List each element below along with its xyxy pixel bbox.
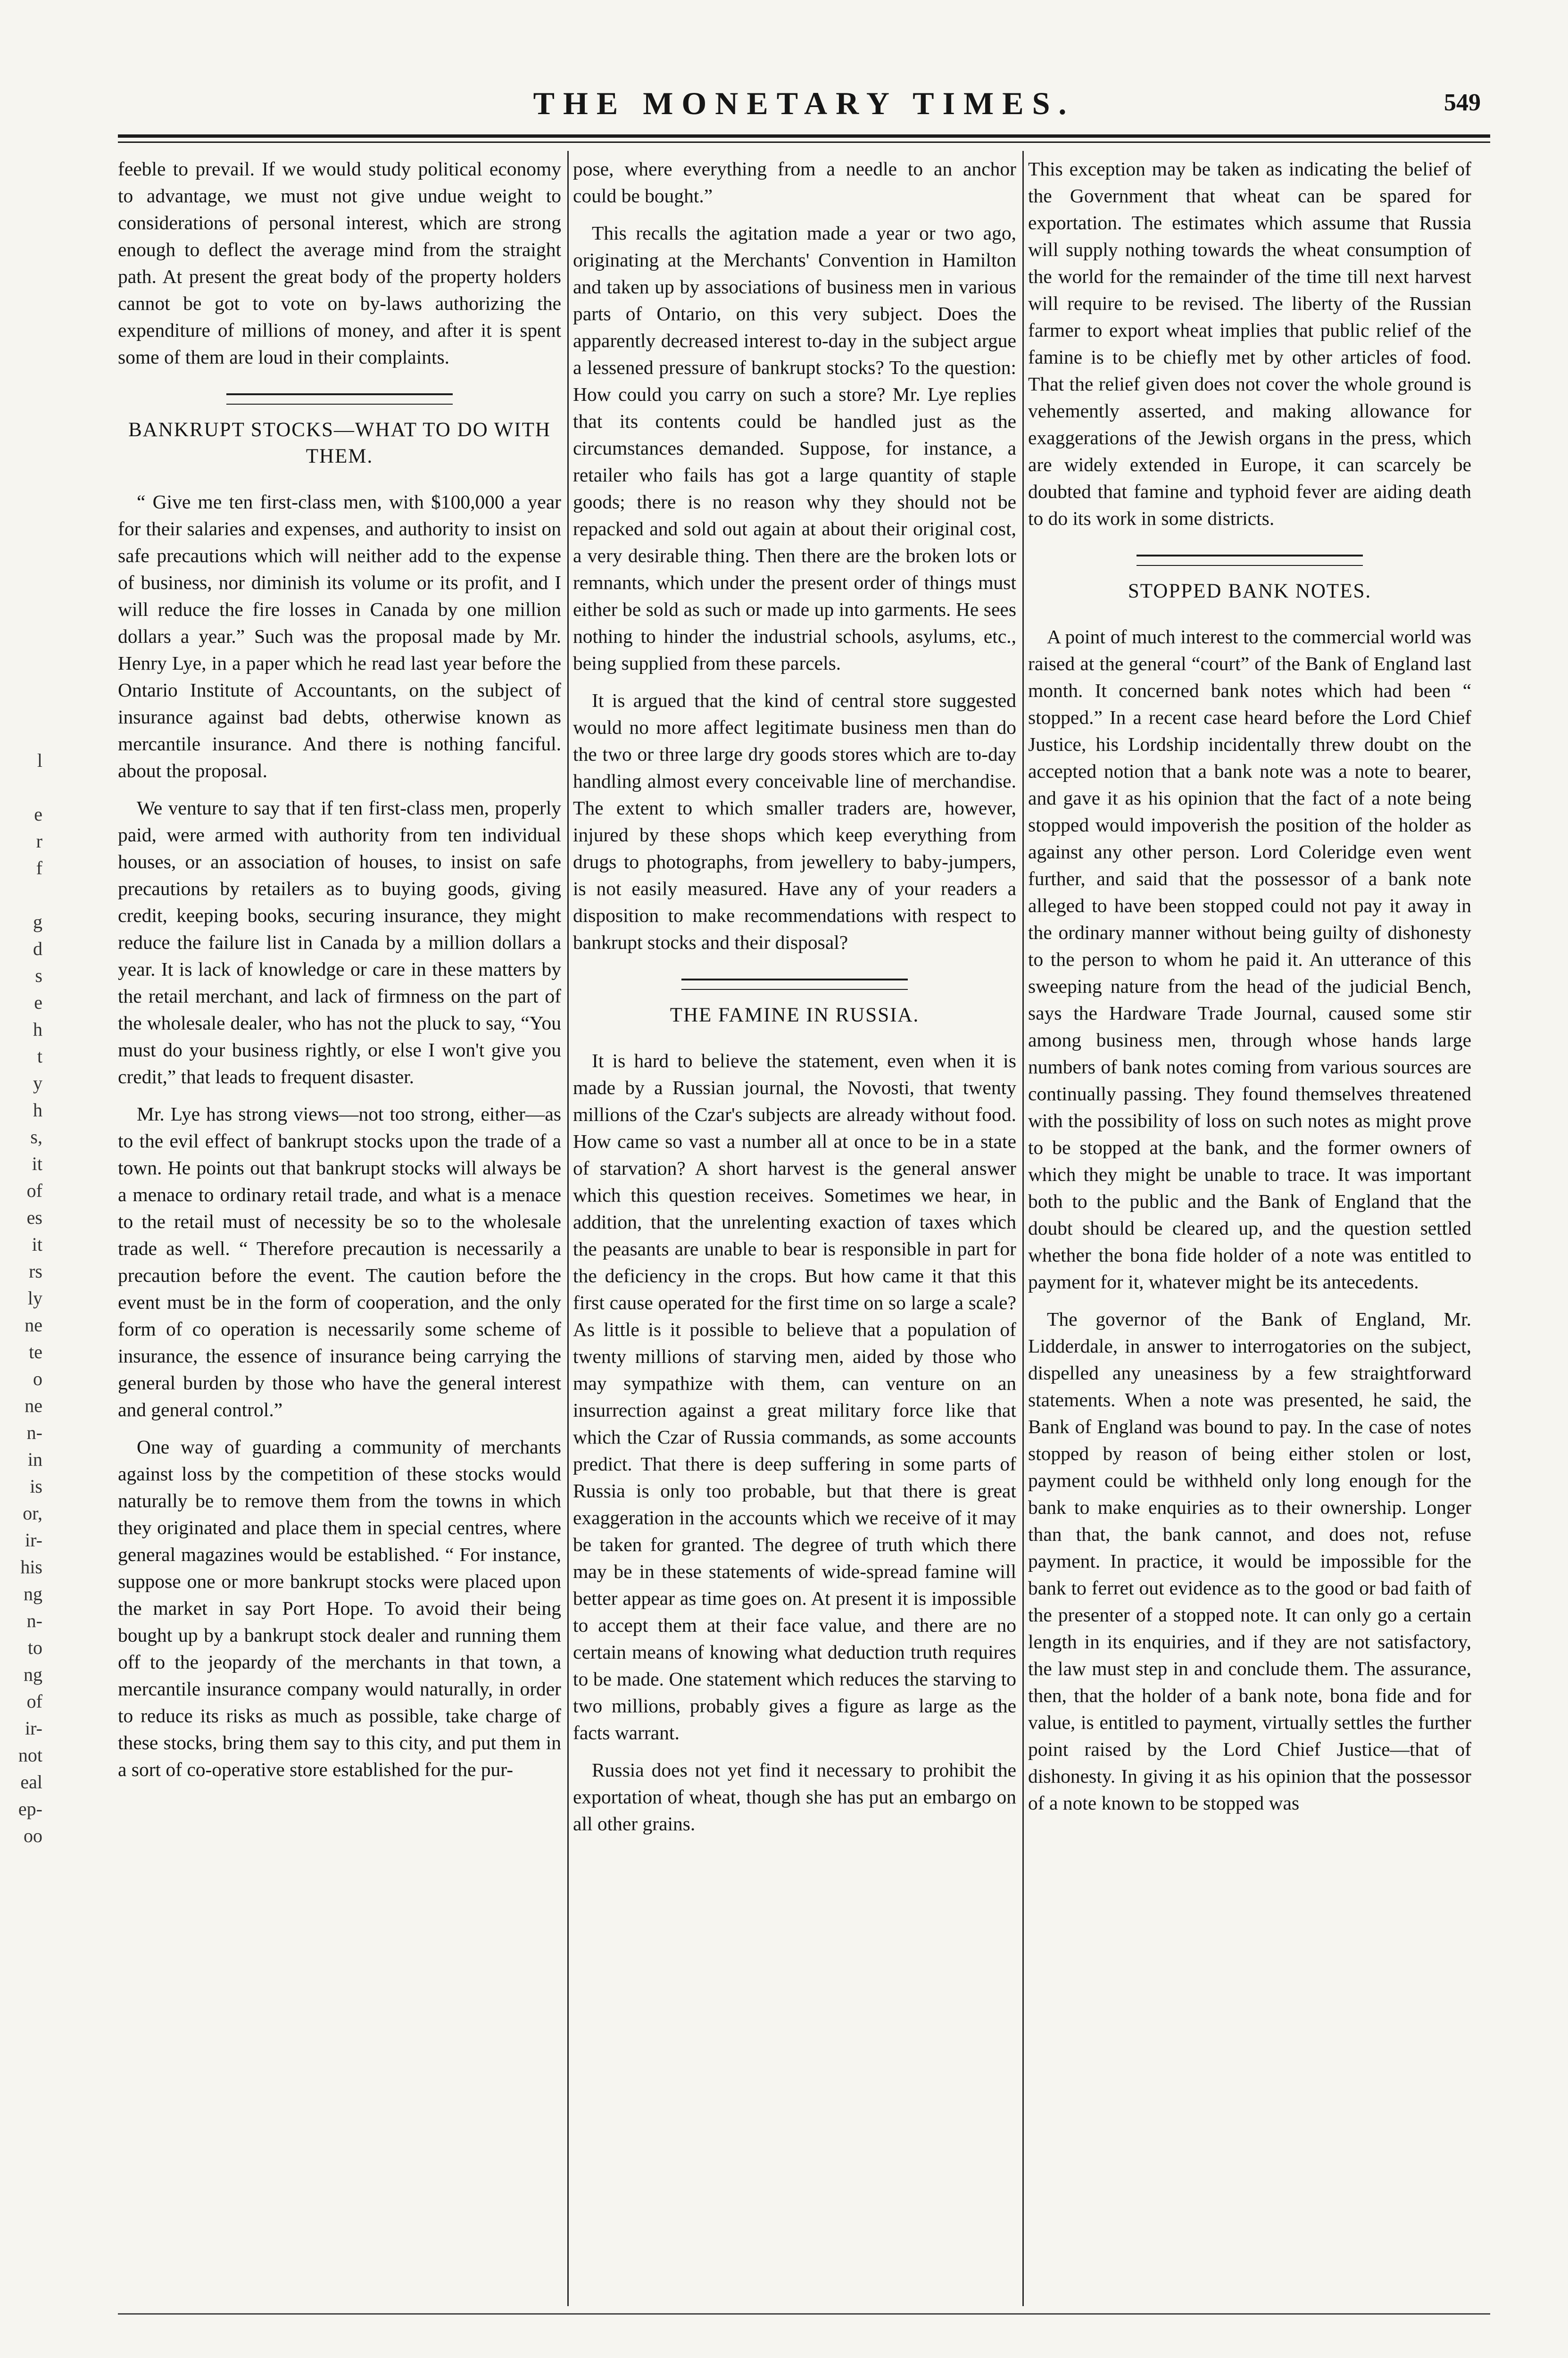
edge-fragment: oo (24, 1825, 42, 1846)
edge-fragment (0, 236, 42, 263)
edge-fragment: l (37, 750, 42, 771)
edge-fragment (0, 881, 42, 908)
column-2 (573, 156, 1016, 2306)
paragraph: “ Give me ten first-class men, with $100,000 a year for their salaries and expenses, and authority to insist on safe precautions which will neither add to the expense of business, nor diminish its volume or its profit, and I will reduce the fire losses in Canada by one million dollars a year.” Such was the proposal made by Mr. Henry Lye, in a paper which he read last year before the Ontario Institute of Accountants, on the subject of insurance against bad debts, otherwise known as mercantile insurance. And there is nothing fanciful. about the proposal. (118, 491, 561, 781)
edge-fragment (0, 720, 42, 747)
edge-fragment (0, 209, 42, 236)
paragraph: It is argued that the kind of central store suggested would no more affect legitimate business men than do the two or three large dry goods stores which are to-day handling almost every conceivable line of merchandise. The extent to which smaller traders are, however, injured by these shops which keep everything from drugs to photographs, from jewellery to baby-jumpers, is not easily measured. Have any of your readers a disposition to make recommendations with respect to bankrupt stocks and their disposal? (573, 689, 1016, 953)
edge-fragment (0, 344, 42, 371)
edge-fragment: o (33, 1368, 42, 1389)
edge-fragment: n- (26, 1422, 42, 1443)
edge-fragment (0, 505, 42, 532)
masthead: THE MONETARY TIMES. (533, 85, 1075, 121)
section-separator (681, 979, 908, 990)
edge-fragment (0, 156, 42, 183)
paragraph: Mr. Lye has strong views—not too strong, either—as to the evil effect of bankrupt stocks upon the trade of a town. He points out that bankrupt stocks will always be a menace to ordinary retail trade, and what is a menace to the retail must of necessity be so to the wholesale trade as well. “ Therefore precaution is necessarily a precaution before the event. The caution before the event must be in the form of cooperation, and the only form of co operation is necessarily some scheme of insurance, the essence of insurance being carrying the general burden by those who have the general interest and general control.” (118, 1103, 561, 1420)
edge-fragment: f (36, 857, 42, 879)
edge-fragment: te (29, 1341, 42, 1362)
edge-fragment: rs (29, 1261, 42, 1282)
left-edge-fragments (0, 156, 42, 2184)
edge-fragment: d (33, 938, 42, 959)
edge-fragment: his (20, 1556, 42, 1578)
edge-fragment: g (33, 911, 42, 932)
edge-fragment: ir- (25, 1529, 42, 1551)
paragraph-continued: pose, where everything from a needle to an anchor could be bought.” (573, 158, 1016, 207)
edge-fragment: n- (26, 1610, 42, 1631)
edge-fragment: h (33, 1099, 42, 1121)
column-rule (567, 151, 569, 2306)
paragraph-continued: This exception may be taken as indicating the belief of the Government that wheat can be spared for exportation. The estimates which assume that Russia will supply nothing towards the wheat consumption of the world for the remainder of the time till next harvest will require to be revised. The liberty of the Russian farmer to export wheat implies that public relief of the famine is to be chiefly met by other articles of food. That the relief given does not cover the whole ground is vehemently asserted, and making allowance for exaggerations of the Jewish organs in the press, which are widely extended in Europe, it can scarcely be doubted that famine and typhoid fever are aiding death to do its work in some districts. (1028, 158, 1471, 529)
header-rule-thin (118, 141, 1490, 143)
edge-fragment: eal (20, 1771, 42, 1793)
article-heading-bankrupt-stocks: BANKRUPT STOCKS—WHAT TO DO WITH THEM. (128, 419, 551, 467)
edge-fragment (0, 639, 42, 666)
paragraph: Russia does not yet find it necessary to prohibit the exportation of wheat, though she has put an embargo on all other grains. (573, 1759, 1016, 1835)
edge-fragment: y (33, 1072, 42, 1094)
edge-fragment: r (36, 830, 42, 852)
edge-fragment (0, 317, 42, 344)
paragraph: This recalls the agitation made a year or two ago, originating at the Merchants' Convention in Hamilton and taken up by associations of business men in various parts of Ontario, on this very subject. Does the apparently decreased interest to-day in the subject argue a lessened pressure of bankrupt stocks? To the question: How could you carry on such a store? Mr. Lye replies that its contents could be handled just as the circumstances demanded. Suppose, for instance, a retailer who fails has got a large quantity of staple goods; there is no reason why they should not be repacked and sold out again at about their original cost, a very desirable thing. Then there are the broken lots or remnants, which under the present order of things must either be sold as such or made up into garments. He sees nothing to hinder the industrial schools, asylums, etc., being supplied from these parcels. (573, 222, 1016, 674)
page-header (118, 75, 1490, 132)
page-number: 549 (1444, 89, 1481, 116)
edge-fragment (0, 666, 42, 693)
edge-fragment: ne (25, 1314, 42, 1336)
edge-fragment: of (26, 1180, 42, 1201)
edge-fragment: ly (27, 1287, 42, 1309)
edge-fragment: it (32, 1153, 42, 1174)
edge-fragment: e (34, 992, 42, 1013)
paragraph-continued: feeble to prevail. If we would study political economy to advantage, we must not give undue weight to considerations of personal interest, which are strong enough to deflect the average mind from the straight path. At present the great body of the property holders cannot be got to vote on by-laws authorizing the expenditure of millions of money, and after it is spent some of them are loud in their complaints. (118, 158, 561, 368)
paragraph: It is hard to believe the statement, even when it is made by a Russian journal, the Novosti, that twenty millions of the Czar's subjects are already without food. How came so vast a number all at once to be in a state of starvation? A short harvest is the general answer which this question receives. Sometimes we hear, in addition, that the unrelenting exaction of taxes which the peasants are unable to bear is responsible in part for the deficiency in the crops. But how came it that this first cause operated for the first time on so large a scale? As little is it possible to believe that a population of twenty millions of starving men, aided by those who may sympathize with them, can venture on an insurrection against a great military force like that which the Czar of Russia commands, as some accounts predict. That there is deep suffering in some parts of Russia is only too probable, but that there is great exaggeration in the accounts which we receive of it may be taken for granted. The degree of truth which there may be in these statements of wide-spread famine will better appear as time goes on. At present it is impossible to accept them at their face value, and there are no certain means of knowing what deduction truth requires to be made. One statement which reduces the starving to two millions, probably gives a figure as large as the facts warrant. (573, 1050, 1016, 1744)
edge-fragment (0, 559, 42, 586)
edge-fragment: ep- (18, 1798, 42, 1819)
edge-fragment: es (26, 1207, 42, 1228)
edge-fragment: it (32, 1234, 42, 1255)
column-1 (118, 156, 561, 2306)
section-separator (1137, 555, 1363, 566)
edge-fragment: to (27, 1637, 42, 1658)
edge-fragment: e (34, 804, 42, 825)
edge-fragment: not (18, 1744, 42, 1766)
edge-fragment: of (26, 1691, 42, 1712)
paragraph: The governor of the Bank of England, Mr. Lidderdale, in answer to interrogatories on the subject, dispelled any uneasiness by a few straightforward statements. When a note was presented, he said, the Bank of England was bound to pay. In the case of notes stopped by reason of being either stolen or lost, payment could be withheld only long enough for the bank to make enquiries as to their ownership. Longer than that, the bank cannot, and does not, refuse payment. In practice, it would be impossible for the bank to ferret out evidence as to the good or bad faith of the presenter of a stopped note. It can only go a certain length in its enquiries, and if they are not satisfactory, the law must step in and conclude them. The assurance, then, that the holder of a bank note, bona fide and for value, is entitled to payment, virtually settles the further point raised by the Lord Chief Justice—that of dishonesty. In giving it as his opinion that the possessor of a note known to be stopped was (1028, 1308, 1471, 1814)
edge-fragment: is (30, 1476, 42, 1497)
edge-fragment (0, 532, 42, 559)
edge-fragment (0, 478, 42, 505)
section-separator (226, 393, 453, 405)
edge-fragment (0, 424, 42, 451)
edge-fragment (0, 451, 42, 478)
header-rule-thick (118, 134, 1490, 138)
edge-fragment: t (37, 1046, 42, 1067)
paragraph: One way of guarding a community of merchants against loss by the competition of these stocks would naturally be to remove them from the towns in which they originated and place them in special centres, where general magazines would be established. “ For instance, suppose one or more bankrupt stocks were placed upon the market in say Port Hope. To avoid their being bought up by a bankrupt stock dealer and running them off to the jeopardy of the merchants in that town, a mercantile insurance company would naturally, in order to reduce its risks as much as possible, take charge of these stocks, bring them say to this city, and put them in a sort of co-operative store established for the pur- (118, 1436, 561, 1780)
edge-fragment: in (27, 1449, 42, 1470)
edge-fragment (0, 371, 42, 398)
column-rule (1022, 151, 1024, 2306)
edge-fragment: ne (25, 1395, 42, 1416)
edge-fragment (0, 263, 42, 290)
edge-fragment (0, 586, 42, 613)
edge-fragment (0, 290, 42, 317)
edge-fragment: ng (24, 1583, 42, 1604)
edge-fragment: ir- (25, 1718, 42, 1739)
edge-fragment: or, (23, 1503, 42, 1524)
edge-fragment: s (35, 965, 42, 986)
footer-rule (118, 2313, 1490, 2315)
edge-fragment (0, 693, 42, 720)
edge-fragment (0, 774, 42, 801)
paragraph: We venture to say that if ten first-class men, properly paid, were armed with authority from ten individual houses, or an association of houses, to insist on safe precautions by retailers as to buying goods, giving credit, keeping books, securing insurance, they might reduce the failure list in Canada by a million dollars a year. It is lack of knowledge or care in these matters by the retail merchant, and lack of firmness on the part of the wholesale dealer, who has not the pluck to say, “You must do your business rightly, or else I won't give you credit,” that leads to frequent disaster. (118, 797, 561, 1088)
paragraph: A point of much interest to the commercial world was raised at the general “court” of the Bank of England last month. It concerned bank notes which had been “ stopped.” In a recent case heard before the Lord Chief Justice, his Lordship incidentally threw doubt on the accepted notion that a bank note was a note to bearer, and gave it as his opinion that the fact of a note being stopped would impoverish the position of the holder as against any other person. Lord Coleridge even went further, and said that the possessor of a bank note alleged to have been stopped could not pay it away in the ordinary manner without being guilty of dishonesty to the person to whom he paid it. An utterance of this sweeping nature from the head of the judicial Bench, says the Hardware Trade Journal, caused some stir among business men, through whose hands large numbers of bank notes coming from various sources are continually passing. They found themselves threatened with the possibility of loss on such notes as might prove to be stopped at the bank, and the former owners of which they might be unable to trace. It was important both to the public and the Bank of England that the doubt should be cleared up, and the question settled whether the bona fide holder of a note was entitled to payment for it, whatever might be its antecedents. (1028, 626, 1471, 1293)
article-heading-stopped-bank-notes: STOPPED BANK NOTES. (1128, 580, 1372, 602)
edge-fragment (0, 183, 42, 209)
edge-fragment (0, 613, 42, 639)
edge-fragment (0, 398, 42, 424)
edge-fragment: ng (24, 1664, 42, 1685)
column-3 (1028, 156, 1471, 2306)
edge-fragment: s, (30, 1126, 42, 1147)
edge-fragment: h (33, 1019, 42, 1040)
article-heading-famine-in-russia: THE FAMINE IN RUSSIA. (670, 1004, 920, 1026)
